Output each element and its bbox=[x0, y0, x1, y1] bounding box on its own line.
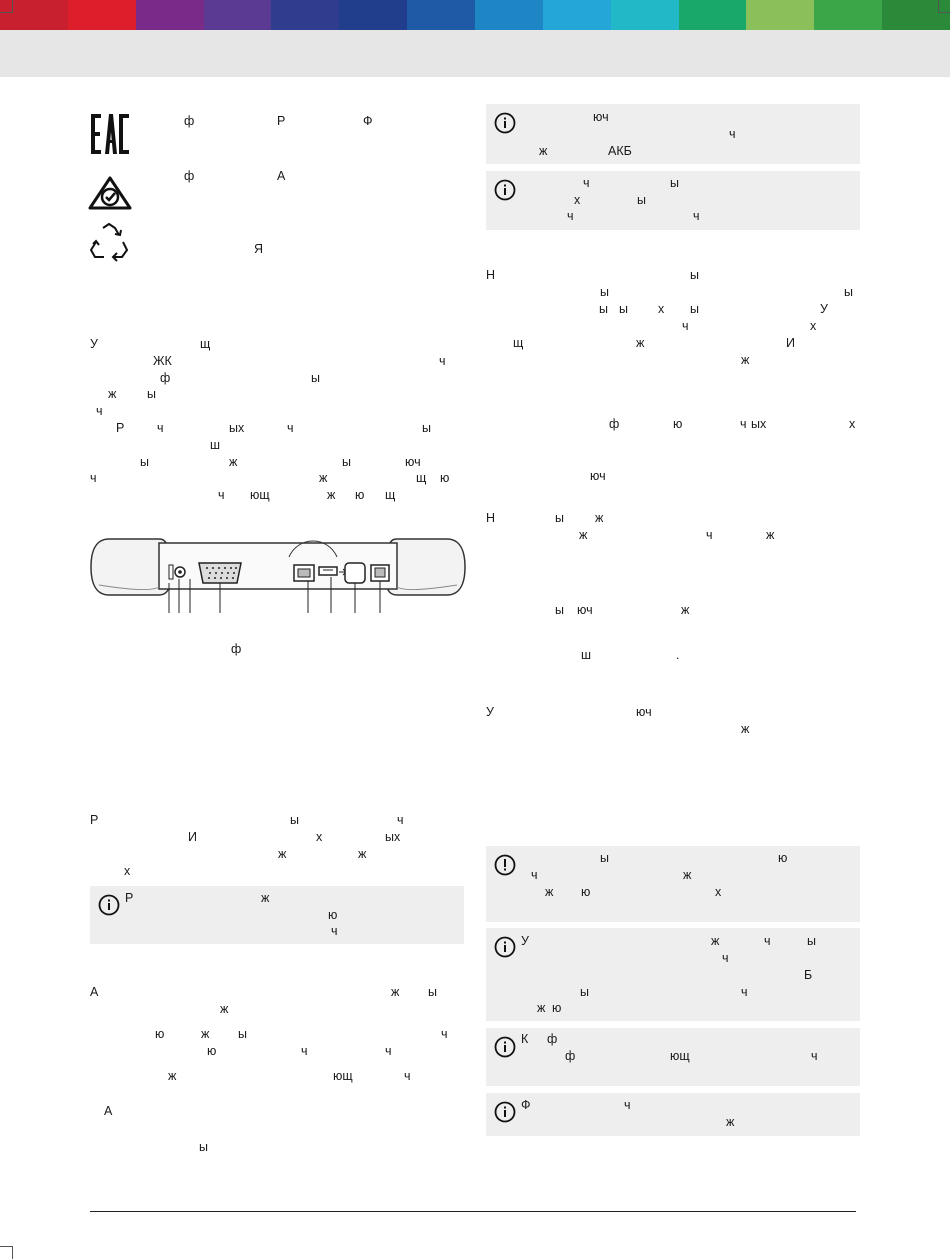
text-fragment: ю bbox=[673, 417, 683, 431]
text-fragment: У bbox=[90, 337, 98, 351]
text-fragment: х bbox=[658, 302, 665, 316]
text-fragment: ющ bbox=[333, 1069, 353, 1083]
text-fragment: ющ bbox=[250, 488, 270, 502]
text-fragment: И bbox=[786, 336, 795, 350]
stripe-segment bbox=[68, 0, 136, 30]
info-icon bbox=[494, 179, 516, 201]
text-fragment: ч bbox=[741, 985, 748, 999]
text-fragment: ч bbox=[439, 354, 446, 368]
text-fragment: ю bbox=[552, 1001, 562, 1015]
text-fragment: Н bbox=[486, 511, 496, 525]
recycle-icon bbox=[88, 222, 130, 262]
info-icon bbox=[98, 894, 120, 916]
text-fragment: ж bbox=[327, 488, 336, 502]
text-fragment: ы bbox=[428, 985, 437, 999]
text-fragment: ы bbox=[619, 302, 628, 316]
rcm-text: ф bbox=[184, 169, 195, 183]
text-fragment: ж bbox=[726, 1115, 735, 1129]
text-fragment: ч bbox=[397, 813, 404, 827]
header-band bbox=[0, 30, 950, 77]
text-fragment: ы bbox=[238, 1027, 247, 1041]
text-fragment: ж bbox=[537, 1001, 546, 1015]
text-fragment: ч bbox=[693, 209, 700, 223]
text-fragment: ч bbox=[385, 1044, 392, 1058]
text-fragment: щ bbox=[385, 488, 396, 502]
text-fragment: ш bbox=[210, 438, 221, 452]
eac-text: Ф bbox=[363, 114, 373, 128]
text-fragment: ж bbox=[683, 868, 692, 882]
text-fragment: ы bbox=[600, 285, 609, 299]
text-fragment: ж bbox=[201, 1027, 210, 1041]
text-fragment: х bbox=[574, 193, 581, 207]
text-fragment: ю bbox=[355, 488, 365, 502]
text-fragment: х bbox=[316, 830, 323, 844]
eac-text: Р bbox=[277, 114, 286, 128]
text-fragment: ы bbox=[290, 813, 299, 827]
text-fragment: АКБ bbox=[608, 144, 632, 158]
info-note bbox=[486, 1093, 860, 1136]
text-fragment: ш bbox=[581, 648, 592, 662]
text-fragment: ющ bbox=[670, 1049, 690, 1063]
text-fragment: ч bbox=[583, 176, 590, 190]
text-fragment: ф bbox=[609, 417, 620, 431]
text-fragment: Р bbox=[125, 891, 134, 905]
stripe-segment bbox=[204, 0, 272, 30]
text-fragment: ж bbox=[545, 885, 554, 899]
warning-icon bbox=[494, 854, 516, 876]
info-note bbox=[486, 928, 860, 1021]
stripe-segment bbox=[611, 0, 679, 30]
text-fragment: ф bbox=[565, 1049, 576, 1063]
crop-mark bbox=[0, 0, 13, 13]
text-fragment: ж bbox=[229, 455, 238, 469]
text-fragment: К bbox=[521, 1032, 529, 1046]
text-fragment: ж bbox=[579, 528, 588, 542]
text-fragment: ж bbox=[108, 387, 117, 401]
text-fragment: . bbox=[676, 648, 680, 662]
info-icon bbox=[494, 1101, 516, 1123]
text-fragment: х bbox=[810, 319, 817, 333]
text-fragment: ч bbox=[404, 1069, 411, 1083]
text-fragment: ч bbox=[567, 209, 574, 223]
text-fragment: ч bbox=[441, 1027, 448, 1041]
text-fragment: ю bbox=[328, 908, 338, 922]
text-fragment: ж bbox=[391, 985, 400, 999]
text-fragment: ЖК bbox=[153, 354, 172, 368]
text-fragment: ы bbox=[690, 268, 699, 282]
text-fragment: ч bbox=[722, 951, 729, 965]
info-icon bbox=[494, 112, 516, 134]
text-fragment: У bbox=[486, 705, 494, 719]
text-fragment: ы bbox=[807, 934, 816, 948]
text-fragment: ж bbox=[220, 1002, 229, 1016]
rcm-mark-icon bbox=[87, 175, 133, 211]
text-fragment: А bbox=[104, 1104, 113, 1118]
stripe-segment bbox=[271, 0, 339, 30]
text-fragment: юч bbox=[577, 603, 593, 617]
stripe-segment bbox=[814, 0, 882, 30]
warning-note bbox=[486, 846, 860, 922]
text-fragment: ы bbox=[555, 603, 564, 617]
text-fragment: ж bbox=[168, 1069, 177, 1083]
crop-mark bbox=[938, 0, 950, 13]
text-fragment: ы bbox=[342, 455, 351, 469]
text-fragment: ы bbox=[140, 455, 149, 469]
text-fragment: ч bbox=[729, 127, 736, 141]
text-fragment: А bbox=[90, 985, 99, 999]
text-fragment: ж bbox=[261, 891, 270, 905]
text-fragment: ж bbox=[358, 847, 367, 861]
text-fragment: ю bbox=[778, 851, 788, 865]
text-fragment: х bbox=[849, 417, 856, 431]
info-note bbox=[486, 104, 860, 164]
text-fragment: ы bbox=[670, 176, 679, 190]
text-fragment: ч bbox=[740, 417, 747, 431]
text-fragment: Ф bbox=[521, 1098, 531, 1112]
text-fragment: юч bbox=[593, 110, 609, 124]
text-fragment: ч bbox=[90, 471, 97, 485]
brand-color-stripe bbox=[0, 0, 950, 30]
text-fragment: ж bbox=[319, 471, 328, 485]
text-fragment: ч bbox=[764, 934, 771, 948]
info-icon bbox=[494, 1036, 516, 1058]
text-fragment: ы bbox=[580, 985, 589, 999]
text-fragment: ж bbox=[278, 847, 287, 861]
text-fragment: ы bbox=[844, 285, 853, 299]
info-note bbox=[486, 1028, 860, 1086]
text-fragment: ы bbox=[147, 387, 156, 401]
text-fragment: ы bbox=[600, 851, 609, 865]
text-fragment: ж bbox=[711, 934, 720, 948]
info-note bbox=[90, 886, 464, 944]
stripe-segment bbox=[543, 0, 611, 30]
text-fragment: юч bbox=[636, 705, 652, 719]
text-fragment: Р bbox=[116, 421, 125, 435]
text-fragment: ы bbox=[599, 302, 608, 316]
text-fragment: ы bbox=[690, 302, 699, 316]
text-fragment: х bbox=[715, 885, 722, 899]
text-fragment: И bbox=[188, 830, 197, 844]
text-fragment: ч bbox=[624, 1098, 631, 1112]
text-fragment: ж bbox=[636, 336, 645, 350]
info-note bbox=[486, 171, 860, 230]
text-fragment: ж bbox=[741, 722, 750, 736]
text-fragment: ч bbox=[531, 868, 538, 882]
text-fragment: щ bbox=[513, 336, 524, 350]
recycle-text: Я bbox=[254, 242, 264, 256]
text-fragment: ж bbox=[766, 528, 775, 542]
text-fragment: щ bbox=[416, 471, 427, 485]
text-fragment: ч bbox=[811, 1049, 818, 1063]
text-fragment: ф bbox=[547, 1032, 558, 1046]
stripe-segment bbox=[339, 0, 407, 30]
eac-text: ф bbox=[184, 114, 195, 128]
text-fragment: Б bbox=[804, 968, 813, 982]
footer-rule bbox=[90, 1211, 856, 1212]
text-fragment: ч bbox=[287, 421, 294, 435]
text-fragment: ч bbox=[682, 319, 689, 333]
text-fragment: ы bbox=[637, 193, 646, 207]
text-fragment: ю bbox=[581, 885, 591, 899]
text-fragment: У bbox=[820, 302, 828, 316]
stripe-segment bbox=[475, 0, 543, 30]
text-fragment: юч bbox=[590, 469, 606, 483]
text-fragment: ых bbox=[229, 421, 245, 435]
rcm-text: А bbox=[277, 169, 286, 183]
text-fragment: Н bbox=[486, 268, 496, 282]
text-fragment: У bbox=[521, 934, 529, 948]
text-fragment: ых bbox=[751, 417, 767, 431]
stripe-segment bbox=[746, 0, 814, 30]
stripe-segment bbox=[679, 0, 747, 30]
crop-mark bbox=[0, 1246, 13, 1259]
text-fragment: ю bbox=[207, 1044, 217, 1058]
text-fragment: ч bbox=[96, 404, 103, 418]
text-fragment: ч bbox=[218, 488, 225, 502]
text-fragment: ж bbox=[741, 353, 750, 367]
text-fragment: ч bbox=[331, 924, 338, 938]
text-fragment: ю bbox=[440, 471, 450, 485]
text-fragment: ых bbox=[385, 830, 401, 844]
text-fragment: ж bbox=[681, 603, 690, 617]
text-fragment: юч bbox=[405, 455, 421, 469]
text-fragment: ы bbox=[199, 1140, 208, 1154]
info-icon bbox=[494, 936, 516, 958]
stripe-segment bbox=[136, 0, 204, 30]
text-fragment: ж bbox=[595, 511, 604, 525]
text-fragment: ы bbox=[311, 371, 320, 385]
text-fragment: ы bbox=[422, 421, 431, 435]
stripe-segment bbox=[407, 0, 475, 30]
text-fragment: х bbox=[124, 864, 131, 878]
device-caption: ф bbox=[231, 642, 242, 656]
text-fragment: щ bbox=[200, 337, 211, 351]
eac-mark-icon bbox=[89, 112, 131, 156]
text-fragment: ч bbox=[706, 528, 713, 542]
text-fragment: ж bbox=[539, 144, 548, 158]
text-fragment: ф bbox=[160, 371, 171, 385]
text-fragment: ю bbox=[155, 1027, 165, 1041]
text-fragment: ч bbox=[301, 1044, 308, 1058]
text-fragment: ы bbox=[555, 511, 564, 525]
text-fragment: Р bbox=[90, 813, 99, 827]
text-fragment: ч bbox=[157, 421, 164, 435]
device-ports-illustration bbox=[89, 535, 467, 617]
